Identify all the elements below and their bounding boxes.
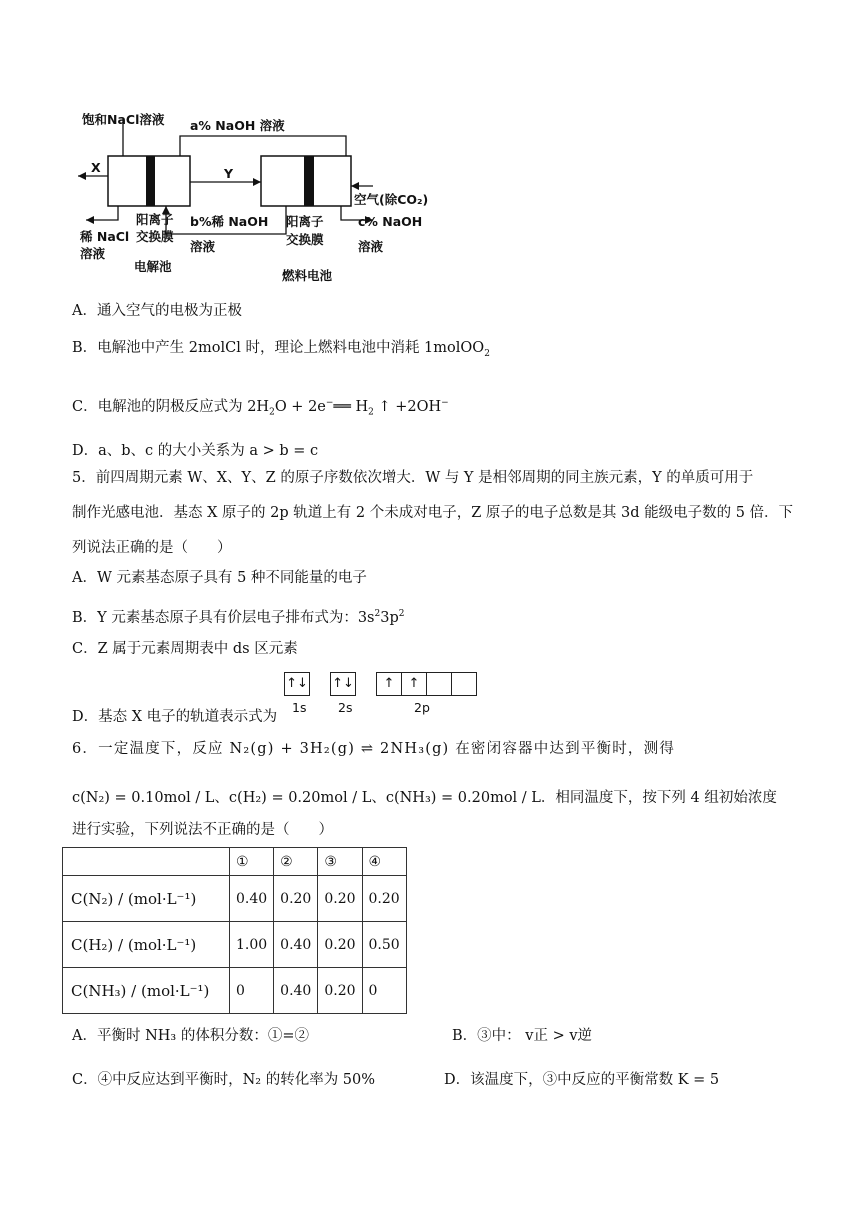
table-cell: 0.20 — [318, 876, 362, 922]
orbital-1s-box — [284, 672, 310, 696]
q4-option-d: D．a、b、c 的大小关系为 a > b = c — [72, 443, 319, 459]
q5-option-a: A．W 元素基态原子具有 5 种不同能量的电子 — [72, 570, 367, 586]
q4-c-1: C．电解池的阴极反应式为 2H — [72, 398, 270, 415]
table-cell: 0.20 — [318, 922, 362, 968]
table-header-cell: ② — [274, 848, 318, 876]
q6-stem-line2: c(N₂) = 0.10mol / L、c(H₂) = 0.20mol / L、c(NH₃) = 0.20mol / L．相同温度下，按下列 4 组初始浓度 — [72, 790, 777, 806]
table-row — [63, 876, 407, 922]
orbital-2p-cell-2: ↑ — [401, 673, 426, 695]
orbital-2p-cell-4 — [451, 673, 476, 695]
q5-b-sup1: 2 — [374, 609, 381, 619]
label-dilute-nacl-2: 溶液 — [80, 246, 106, 261]
q4-option-a: A．通入空气的电极为正极 — [72, 303, 242, 319]
q5-stem-line1: 5．前四周期元素 W、X、Y、Z 的原子序数依次增大．W 与 Y 是相邻周期的同主族元素，Y 的单质可用于 — [72, 470, 754, 486]
q4-option-c — [72, 393, 449, 423]
q6-option-c: C．④中反应达到平衡时，N₂ 的转化率为 50% — [72, 1072, 376, 1088]
label-membrane1-2: 交换膜 — [136, 229, 174, 244]
label-y: Y — [224, 166, 234, 181]
q5-option-c: C．Z 属于元素周期表中 ds 区元素 — [72, 641, 298, 657]
q6-option-d: D．该温度下，③中反应的平衡常数 K = 5 — [444, 1072, 720, 1088]
table-row — [63, 922, 407, 968]
q5-b-sup2: 2 — [398, 609, 405, 619]
label-membrane1-1: 阳离子 — [136, 212, 174, 227]
label-saturated-nacl: 饱和NaCl溶液 — [82, 112, 165, 127]
label-naoh-c-1: c% NaOH — [358, 214, 423, 229]
q6-stem-line3: 进行实验，下列说法不正确的是（ ） — [72, 822, 333, 838]
q6-option-a: A．平衡时 NH₃ 的体积分数：①=② — [72, 1028, 309, 1044]
table-header-cell: ④ — [362, 848, 406, 876]
q5-stem-line2: 制作光感电池．基态 X 原子的 2p 轨道上有 2 个未成对电子，Z 原子的电子总数是其 3d 能级电子数的 5 倍．下 — [72, 505, 794, 521]
electrolysis-fuel-cell-diagram — [78, 108, 448, 288]
label-x: X — [91, 160, 101, 175]
table-header-row — [63, 848, 407, 876]
orbital-2s-arrows: ↑↓ — [332, 676, 354, 691]
table-header-cell: ③ — [318, 848, 362, 876]
label-fuel-cell: 燃料电池 — [282, 268, 333, 283]
q6-stem-line1: 6．一定温度下，反应 N₂(g) + 3H₂(g) ⇌ 2NH₃(g) 在密闭容器中达到平衡时，测得 — [72, 741, 676, 757]
label-dilute-nacl-1: 稀 NaCl — [80, 229, 130, 244]
label-air: 空气(除CO₂) — [354, 192, 429, 207]
q6-option-b: B．③中： v正 > v逆 — [452, 1028, 593, 1044]
initial-concentration-table — [62, 847, 407, 1014]
orbital-2p-cell-3 — [426, 673, 451, 695]
q5-stem-line3: 列说法正确的是（ ） — [72, 540, 232, 556]
orbital-label-2s: 2s — [338, 700, 353, 715]
membrane-1 — [146, 156, 155, 206]
q4-option-b-text: B．电解池中产生 2molCl 时，理论上燃料电池中消耗 1molOO — [72, 340, 485, 356]
table-cell: 0.20 — [362, 876, 406, 922]
table-row — [63, 968, 407, 1014]
table-cell: 0 — [230, 968, 274, 1014]
table-cell: 0.40 — [274, 968, 318, 1014]
table-header-cell — [63, 848, 230, 876]
orbital-label-1s: 1s — [292, 700, 307, 715]
q5-b-1: B．Y 元素基态原子具有价层电子排布式为：3s — [72, 609, 375, 626]
q5-option-d: D．基态 X 电子的轨道表示式为 — [72, 709, 278, 725]
q4-c-sub2: 2 — [368, 407, 374, 418]
table-row-label: C(H₂) / (mol·L⁻¹) — [63, 922, 230, 968]
table-row-label: C(N₂) / (mol·L⁻¹) — [63, 876, 230, 922]
q4-option-b-sub: 2 — [484, 348, 490, 359]
table-cell: 0.40 — [230, 876, 274, 922]
table-row-label: C(NH₃) / (mol·L⁻¹) — [63, 968, 230, 1014]
label-membrane2-1: 阳离子 — [286, 214, 324, 229]
orbital-label-2p: 2p — [414, 700, 430, 715]
table-cell: 0.40 — [274, 922, 318, 968]
orbital-2s-box — [330, 672, 356, 696]
label-naoh-a: a% NaOH 溶液 — [190, 118, 285, 133]
membrane-2 — [304, 156, 314, 206]
table-cell: 1.00 — [230, 922, 274, 968]
q4-c-sup2: − — [441, 398, 449, 408]
orbital-2p-cell-1: ↑ — [383, 676, 395, 691]
table-cell: 0.20 — [318, 968, 362, 1014]
table-cell: 0.20 — [274, 876, 318, 922]
label-membrane2-2: 交换膜 — [286, 232, 324, 247]
q4-c-sup1: − — [325, 398, 334, 408]
label-naoh-b-2: 溶液 — [190, 239, 216, 254]
table-cell: 0 — [362, 968, 406, 1014]
table-cell: 0.50 — [362, 922, 406, 968]
label-naoh-c-2: 溶液 — [358, 239, 384, 254]
orbital-1s-arrows: ↑↓ — [286, 676, 308, 691]
label-naoh-b-1: b%稀 NaOH — [190, 214, 269, 229]
table-header-cell: ① — [230, 848, 274, 876]
q4-c-4: ↑ +2OH — [373, 398, 442, 415]
q4-option-b — [72, 338, 490, 364]
q4-c-sub1: 2 — [269, 407, 275, 418]
q5-b-2: 3p — [380, 609, 399, 626]
q4-c-2: O + 2e — [274, 398, 326, 415]
q5-option-b — [72, 604, 405, 628]
label-electrolysis-cell: 电解池 — [134, 259, 172, 274]
q4-c-3: ══ H — [333, 398, 369, 415]
orbital-2p-box — [376, 672, 477, 696]
